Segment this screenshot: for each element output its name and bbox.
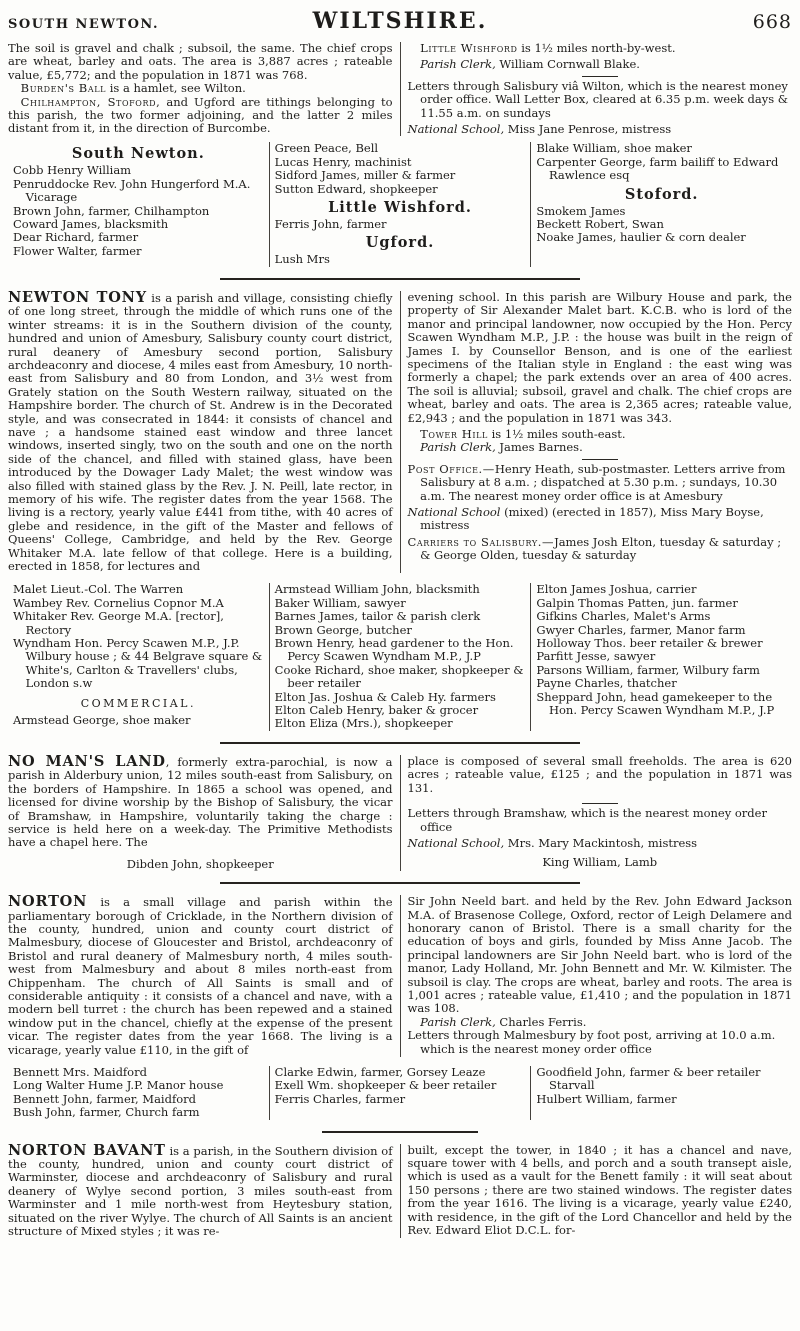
directory-entry: Clarke Edwin, farmer, Gorsey Leaze	[274, 1065, 486, 1079]
directory-column	[269, 142, 531, 266]
info-text: Henry Heath, sub-postmaster. Letters arrive from Salisbury at 8 a.m. ; dispatched at 5.30 p.m. ; sundays, 10.30 a.m. The nearest money order office is at Amesbury	[420, 461, 786, 503]
info-line	[408, 463, 793, 503]
paragraph-text: is a parish, in the Southern division of the county, hundred, union and county court district of Warminster, diocese and archdeaconry of Salisbury and rural deanery of Wylye second portion, 3 miles south-east from Warminster and 1 mile north-west from Heytesbury station, situated on the river Wylye. The church of All Saints is an ancient structure of Mixed styles ; it was re-	[8, 1143, 393, 1239]
directory-column	[269, 583, 531, 730]
paragraph: evening school. In this parish are Wilbury House and park, the property of Sir Alexander Malet bart. K.C.B. who is lord of the manor and principal landowner, now occupied by the Hon. Percy Scawen Wyndham M.P., J.P. : the house was built in the reign of James I. by Counsellor Benson, and is one of the earliest specimens of the Italian style in England : the east wing was formerly a chapel; the park extends over an area of 400 acres. The soil is alluvial; subsoil, gravel and chalk. The chief crops are wheat, barley and oats. The area is 2,365 acres; rateable value, £2,943 ; and the population in 1871 was 343.	[407, 289, 792, 425]
directory-entry: Penruddocke Rev. John Hungerford M.A. Vicarage	[13, 176, 251, 205]
info-line	[408, 441, 793, 454]
directory-entry: Barnes James, tailor & parish clerk	[274, 609, 481, 624]
info-text: Charles Ferris.	[495, 1014, 587, 1029]
entry-list	[275, 253, 526, 266]
directory-entry: Parsons William, farmer, Wilbury farm	[536, 662, 760, 677]
south-newton-left-column	[8, 42, 400, 136]
parish-name: NORTON	[8, 893, 88, 911]
paragraph-text: , formerly extra-parochial, is now a parish in Alderbury union, 12 miles south-east from Salisbury, on the borders of Hampshire. In 1865 a school was opened, and licensed for divine worship by the Bishop of Salisbury, the vicar of Bramshaw, in Hampshire, voluntarily taking the charge : service is held here on a week-day. The Primitive Methodists have a chapel here. The	[8, 754, 393, 850]
directory-entry: Elton James Joshua, carrier	[536, 582, 697, 597]
entry-list	[13, 583, 264, 690]
dash-separator	[582, 76, 618, 77]
directory-entry: Elton Jas. Joshua & Caleb Hy. farmers	[274, 689, 496, 704]
info-line	[408, 42, 793, 55]
directory-entry: Bush John, farmer, Church farm	[13, 1105, 200, 1120]
entry-list	[536, 583, 787, 717]
info-line	[408, 536, 793, 563]
directory-column	[530, 142, 792, 266]
entry-list	[536, 205, 787, 245]
place-heading: Stoford.	[624, 185, 699, 203]
info-text: (mixed) (erected in 1857), Miss Mary Boyse, mistress	[420, 504, 764, 533]
section-divider	[220, 278, 581, 280]
paragraph-text: is a hamlet, see Wilton.	[106, 81, 246, 96]
no-mans-land-right-column	[400, 755, 793, 871]
entry-list	[275, 218, 526, 231]
paragraph-text: and Ugford are tithings belonging to this parish, the two former adjoining, and the latter 2 miles distant from it, in the direction of Burcombe.	[8, 94, 393, 136]
section-norton	[8, 895, 792, 1057]
info-line: Letters through Salisbury viâ Wilton, which is the nearest money order office. Wall Letter Box, cleared at 6.35 p.m. week days & 11.55 a.m. on sundays	[407, 78, 789, 120]
directory-entry: Ferris John, farmer	[274, 217, 387, 232]
section-divider	[322, 1131, 479, 1133]
hamlet-name: Burden's Ball	[20, 81, 107, 96]
directory-column	[8, 1066, 269, 1120]
directory-entry: Wambey Rev. Cornelius Copnor M.A	[13, 595, 224, 610]
tithings-names: Chilhampton, Stoford,	[20, 94, 161, 109]
directory-listing-south-newton	[8, 142, 792, 266]
newton-tony-right-column	[400, 291, 793, 574]
info-line	[408, 58, 793, 71]
info-line	[408, 428, 793, 441]
page-title: WILTSHIRE.	[312, 8, 488, 34]
directory-entry: Lush Mrs	[274, 252, 330, 267]
page-number: 668	[752, 11, 793, 33]
parish-name: NORTON BAVANT	[8, 1141, 166, 1159]
page-header	[8, 8, 792, 34]
role-label: Parish Clerk,	[420, 440, 496, 455]
directory-entry: Baker William, sawyer	[274, 595, 406, 610]
directory-entry: King William, Lamb	[542, 855, 658, 870]
no-mans-land-left-column	[8, 752, 400, 871]
post-office-label: Post Office.—	[407, 461, 495, 476]
paragraph	[8, 895, 393, 1057]
directory-entry: Long Walter Hume J.P. Manor house	[13, 1078, 224, 1093]
directory-entry: Gwyer Charles, farmer, Manor farm	[536, 622, 746, 637]
directory-entry: Malet Lieut.-Col. The Warren	[13, 582, 184, 597]
place-heading: South Newton.	[71, 145, 205, 163]
directory-entry: Ferris Charles, farmer	[274, 1091, 406, 1106]
directory-entry: Holloway Thos. beer retailer & brewer	[536, 636, 763, 651]
directory-entry: Cobb Henry William	[13, 163, 132, 178]
paragraph: The soil is gravel and chalk ; subsoil, the same. The chief crops are wheat, barley and oats. The area is 3,887 acres ; rateable value, £5,772; and the population in 1871 was 768.	[8, 41, 393, 82]
section-newton-tony	[8, 288, 792, 574]
directory-entry: Elton Caleb Henry, baker & grocer	[274, 703, 479, 718]
directory-entry: Dibden John, shopkeeper	[126, 856, 274, 871]
entry-list	[13, 714, 264, 727]
directory-entry: Carpenter George, farm bailiff to Edward Rawlence esq	[536, 154, 779, 183]
info-text: James Josh Elton, tuesday & saturday ; & George Olden, tuesday & saturday	[420, 534, 782, 563]
school-label: National School	[407, 504, 501, 519]
directory-entry: Brown George, butcher	[274, 622, 412, 637]
entry-list	[275, 583, 526, 730]
directory-entry: Goodfield John, farmer & beer retailer Starvall	[536, 1065, 761, 1093]
paragraph	[8, 752, 393, 850]
paragraph: place is composed of several small freeholds. The area is 620 acres ; rateable value, £125 ; and the population in 1871 was 131.	[407, 753, 792, 795]
directory-entry: Elton Eliza (Mrs.), shopkeeper	[274, 716, 453, 731]
place-name: Tower Hill	[420, 426, 488, 441]
directory-entry: Wyndham Hon. Percy Scawen M.P., J.P. Wilbury house ; & 44 Belgrave square & White's, Carlton & Travellers' clubs, London s.w	[13, 636, 263, 691]
section-no-mans-land	[8, 752, 792, 871]
directory-entry: Whitaker Rev. George M.A. [rector], Rectory	[13, 609, 224, 637]
paragraph	[8, 96, 393, 136]
directory-column	[530, 583, 792, 730]
directory-entry: Dear Richard, farmer	[13, 230, 139, 245]
entry-list	[275, 1066, 526, 1106]
south-newton-right-column	[400, 42, 793, 136]
directory-entry: Blake William, shoe maker	[536, 141, 692, 156]
directory-entry: Bennett John, farmer, Maidford	[13, 1091, 197, 1106]
paragraph: Sir John Neeld bart. and held by the Rev. John Edward Jackson M.A. of Brasenose College, Oxford, rector of Leigh Delamere and honorary canon of Bristol. There is a small charity for the education of boys and girls, founded by Miss Anne Jacob. The principal landowners are Sir John Neeld bart. who is lord of the manor, Lady Holland, Mr. John Bennett and Mr. W. Kilmister. The subsoil is clay. The crops are wheat, barley and roots. The area is 1,001 acres ; rateable value, £1,410 ; and the population in 1871 was 108.	[407, 894, 792, 1016]
directory-entry: Bennett Mrs. Maidford	[13, 1065, 147, 1079]
entry-list	[536, 1066, 787, 1106]
section-south-newton	[8, 42, 792, 136]
info-line	[408, 837, 793, 850]
section-norton-bavant	[8, 1141, 792, 1239]
info-line	[408, 506, 793, 533]
directory-entry: Exell Wm. shopkeeper & beer retailer	[274, 1078, 497, 1093]
directory-entry: Hulbert William, farmer	[536, 1091, 677, 1106]
entry-list	[13, 1066, 264, 1120]
norton-bavant-right-column	[400, 1144, 793, 1239]
entry-list	[536, 142, 787, 182]
info-line: Letters through Bramshaw, which is the nearest money order office	[407, 806, 767, 834]
paragraph	[8, 82, 393, 95]
paragraph-text: is a small village and parish within the parliamentary borough of Cricklade, in the Northern division of the county, hundred, union and county court district of Malmesbury, diocese of Gloucester and Bristol, archdeaconry of Bristol and rural deanery of Malmesbury north, 4 miles south-west from Malmesbury and about 8 miles north-east from Chippenham. The church of All Saints is small and of considerable antiquity : it consists of a chancel and nave, with a modern bell turret : the church has been repewed and a stained window put in the chancel, chiefly at the expense of the present vicar. The register dates from the year 1668. The living is a vicarage, yearly value £110, in the gift of	[8, 895, 393, 1057]
commercial-heading: COMMERCIAL.	[80, 696, 196, 710]
directory-entry: Coward James, blacksmith	[13, 217, 169, 232]
running-header-left: SOUTH NEWTON.	[8, 17, 159, 32]
directory-entry: Sutton Edward, shopkeeper	[274, 181, 438, 196]
norton-left-column	[8, 895, 400, 1057]
directory-entry: Sheppard John, head gamekeeper to the Hon. Percy Scawen Wyndham M.P., J.P	[536, 689, 775, 718]
info-line: Letters through Malmesbury by foot post, arriving at 10.0 a.m. which is the nearest money order office	[407, 1028, 776, 1056]
directory-entry: Sidford James, miller & farmer	[274, 168, 456, 183]
directory-entry: Armstead William John, blacksmith	[274, 582, 480, 597]
parish-name: NO MAN'S LAND	[8, 752, 166, 770]
info-line	[408, 1016, 793, 1029]
directory-entry: Brown Henry, head gardener to the Hon. Percy Scawen Wyndham M.P., J.P	[274, 636, 514, 664]
paragraph: built, except the tower, in 1840 ; it has a chancel and nave, square tower with 4 bells, and porch and a south transept aisle, which is used as a vault for the Benett family : it will seat about 150 persons ; there are two stained windows. The register dates from the year 1616. The living is a vicarage, yearly value £240, with residence, in the gift of the Lord Chancellor and held by the Rev. Edward Eliot D.C.L. for-	[407, 1142, 792, 1238]
directory-column	[8, 583, 269, 730]
directory-entry: Payne Charles, thatcher	[536, 676, 677, 691]
info-text: is 1½ miles south-east.	[487, 426, 626, 441]
directory-entry: Parfitt Jesse, sawyer	[536, 649, 656, 664]
place-heading: Little Wishford.	[328, 199, 472, 217]
parish-name: NEWTON TONY	[8, 288, 147, 306]
entry-list	[13, 164, 264, 258]
directory-column	[269, 1066, 531, 1120]
directory-listing-newton-tony	[8, 583, 792, 730]
info-text: James Barnes.	[495, 440, 583, 455]
role-label: Parish Clerk,	[420, 57, 496, 72]
school-label: National School,	[407, 122, 505, 137]
directory-column	[530, 1066, 792, 1120]
directory-entry: Smokem James	[536, 203, 626, 218]
dash-separator	[582, 803, 618, 804]
norton-right-column	[400, 895, 793, 1057]
directory-column	[8, 142, 269, 266]
info-line	[408, 123, 793, 136]
info-text: Miss Jane Penrose, mistress	[504, 122, 672, 137]
role-label: Parish Clerk,	[420, 1014, 496, 1029]
info-text: William Cornwall Blake.	[495, 57, 640, 72]
info-text: is 1½ miles north-by-west.	[517, 41, 676, 55]
paragraph-text: is a parish and village, consisting chiefly of one long street, through the middle of which runs one of the winter streams: it is in the Southern division of the county, hundred and union of Amesbury, Salisbury county court district, rural deanery of Amesbury second portion, Salisbury archdeaconry and diocese, 4 miles east from Amesbury, 10 north-east from Salisbury and 80 from London, and 3½ west from Grately station on the South Western railway, situated on the Hampshire border. The church of St. Andrew is in the Decorated style, and was consecrated in 1844: it consists of chancel and nave ; a handsome stained east window and three lancet windows, inserted singly, two on the south and one on the north side of the chancel, and filled with stained glass, have been introduced by the Dowager Lady Malet; the west window was also filled with stained glass by the Rev. J. N. Peill, late rector, in memory of his wife. The register dates from the year 1568. The living is a rectory, yearly value £441 from tithe, with 40 acres of glebe and residence, in the gift of the Master and fellows of Queens' College, Cambridge, and held by the Rev. George Whitaker M.A. late fellow of that college. Here is a building, erected in 1858, for lectures and	[8, 290, 393, 573]
norton-bavant-left-column	[8, 1141, 400, 1239]
directory-entry: Lucas Henry, machinist	[274, 154, 412, 169]
directory-entry: Gifkins Charles, Malet's Arms	[536, 609, 711, 624]
directory-entry: Beckett Robert, Swan	[536, 217, 664, 232]
directory-entry: Armstead George, shoe maker	[13, 712, 191, 727]
paragraph	[8, 288, 393, 574]
directory-entry: Green Peace, Bell	[274, 141, 379, 156]
entry-list	[275, 142, 526, 196]
directory-entry: Flower Walter, farmer	[13, 243, 142, 258]
directory-listing-norton	[8, 1066, 792, 1120]
place-heading: Ugford.	[365, 234, 435, 252]
directory-entry: Cooke Richard, shoe maker, shopkeeper & beer retailer	[274, 662, 524, 691]
carriers-label: Carriers to Salisbury.—	[407, 534, 555, 549]
dash-separator	[582, 459, 618, 460]
section-divider	[220, 882, 581, 884]
directory-entry: Galpin Thomas Patten, jun. farmer	[536, 595, 738, 610]
place-name: Little Wishford	[420, 41, 518, 55]
directory-entry: Noake James, haulier & corn dealer	[536, 230, 746, 245]
newton-tony-left-column	[8, 288, 400, 574]
info-text: Mrs. Mary Mackintosh, mistress	[504, 835, 698, 850]
paragraph	[8, 1141, 393, 1239]
directory-entry: Brown John, farmer, Chilhampton	[13, 203, 210, 218]
section-divider	[220, 742, 581, 744]
school-label: National School,	[407, 835, 505, 850]
